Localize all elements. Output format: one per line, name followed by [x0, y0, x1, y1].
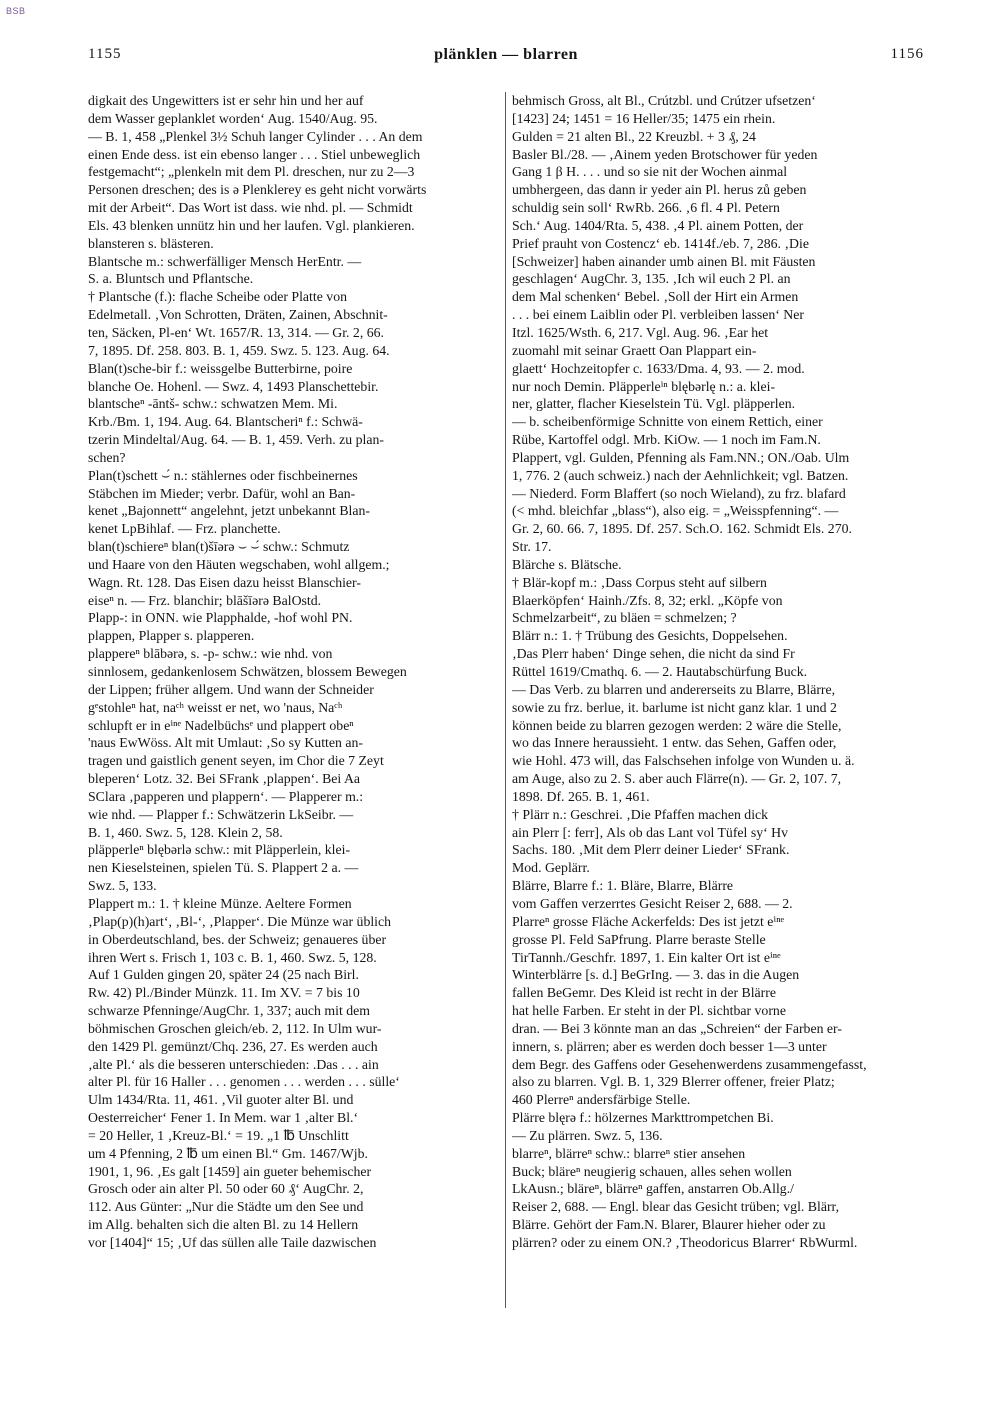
page-number-left: 1155 [88, 46, 122, 62]
entry-paragraph: Blärche s. Blätsche. [512, 556, 622, 572]
entry-paragraph: blantscheⁿ -āntš- schw.: schwatzen Mem. Mi. Krb./Bm. 1, 194. Aug. 64. Blantscheriⁿ f.: Schwä- tzerin Mindeltal/Aug. 64. — B. 1, 459. Verh. zu plan- schen? [88, 396, 384, 465]
entry-paragraph: behmisch Gross, alt Bl., Crútzbl. und Crútzer ufsetzen‘ [1423] 24; 1451 = 16 Heller/35; 1475 ein rhein. Gulden = 21 alten Bl., 22 Kreuzbl. + 3 ₰, 24 Basler Bl./28. — ‚Ainem yeden Brotschower für yeden Gang 1 β H. . . . und so sie nit der Wochen ainmal umbhergeen, das dann ir yeder ain Pl. herus zů geben schuldig sein soll‘ RwRb. 266. ‚6 fl. 4 Pl. Petern Sch.‘ Aug. 1404/Rta. 5, 438. ‚4 Pl. ainem Potten, der Prief prauht von Costencz‘ eb. 1414f./eb. 7, 286. ‚Die [Schweizer] haben ainander umb ainen Bl. mit Fäusten geschlagen‘ AugChr. 3, 135. ‚Ich wil euch 2 Pl. an dem Mal schenken‘ Bebel. ‚Soll der Hirt ein Armen . . . bei einem Laiblin oder Pl. verbleiben lassen‘ Ner Itzl. 1625/Wsth. 6, 217. Vgl. Aug. 96. ‚Ear het zuomahl mit seinar Graett Oan Plappart ein- glaett‘ Hochzeitopfer c. 1633/Dma. 4, 93. — 2. mod. nur noch Demin. Pläpperleⁱⁿ blębərlę n.: a. klei- ner, glatter, flacher Kieselstein Tü. Vgl. pläpperlen. — b. scheibenförmige Schnitte von einem Rettich, einer Rübe, Kartoffel odgl. Mrb. KiOw. — 1 noch im Fam.N. Plappert, vgl. Gulden, Pfenning als Fam.NN.; ON./Oab. Ulm 1, 776. 2 (auch schweiz.) nach der Aehnlichkeit; vgl. Batzen. — Niederd. Form Blaffert (so noch Wieland), zu frz. blafard (< mhd. bleichfar „blass“), also eig. = „Weisspfenning“. — Gr. 2, 60. 66. 7, 1895. Df. 257. Sch.O. 162. Schmidt Els. 270. Str. 17. [512, 93, 852, 555]
running-headwords: plänklen — blarren [434, 46, 578, 63]
entry-paragraph: Blan(t)sche-bir f.: weissgelbe Butterbirne, poire blanche Oe. Hohenl. — Swz. 4, 1493 Planschettebir. [88, 360, 379, 394]
right-column [512, 92, 923, 1310]
entry-paragraph: Plärre blęrə f.: hölzernes Markttrompetchen Bi. — Zu plärren. Swz. 5, 136. [512, 1110, 774, 1143]
left-column [88, 92, 498, 1310]
entry-paragraph: digkait des Ungewitters ist er sehr hin und her auf dem Wasser geplanklet worden‘ Aug. 1540/Aug. 95. — B. 1, 458 „Plenkel 3½ Schuh langer Cylinder . . . An dem einen Ende dess. ist ein ebenso langer . . . Stiel unbeweglich festgemacht“; „plenkeln mit dem Pl. dreschen, nur zu 2—3 Personen dreschen; des is ə Plenklerey es geht nicht vorwärts mit der Arbeit“. Das Wort ist dass. wie nhd. pl. — Schmidt Els. 43 blenken unnütz hin und her laufen. Vgl. plankieren. [88, 93, 427, 233]
entry-paragraph: † Plärr n.: Geschrei. ‚Die Pfaffen machen dick ain Plerr [: ferr]‚ Als ob das Lant vol Tüfel sy‘ Hv Sachs. 180. ‚Mit dem Plerr deiner Lieder‘ SFrank. Mod. Geplärr. [512, 806, 790, 876]
entry-paragraph: pläpperleⁿ blębərlə schw.: mit Pläpperlein, klei- nen Kieselsteinen, spielen Tü. S. Plappert 2 a. — Swz. 5, 133. [88, 842, 359, 894]
entry-paragraph: Blärre, Blarre f.: 1. Bläre, Blarre, Blärre vom Gaffen verzerrtes Gesicht Reiser 2, 688. — 2. Plarreⁿ grosse Fläche Ackerfelds: Des ist jetzt eⁱⁿᵉ grosse Pl. Feld SaPfrung. Plarre beraste Stelle TirTannh./Geschfr. 1897, 1. Ein kalter Ort ist eⁱⁿᵉ Winterblärre [s. d.] BeGrIng. — 3. das in die Augen fallen BeGemr. Des Kleid ist recht in der Blärre hat helle Farben. Er steht in der Pl. sichtbar vorne dran. — Bei 3 könnte man an das „Schreien“ der Farben er- innern, s. plärren; aber es werden doch besser 1—3 unter dem Begr. des Gaffens oder Gesehenwerdens zusammengefasst, also zu blarren. Vgl. B. 1, 329 Blerrer offener, freier Platz; 460 Plerreⁿ andersfärbige Stelle. [512, 878, 867, 1108]
entry-paragraph: Plapp-: in ONN. wie Plapphalde, -hof wohl PN. plappen, Plapper s. plapperen. [88, 610, 353, 644]
entry-paragraph: Plan(t)schett ⌣́ n.: stählernes oder fischbeinernes Stäbchen im Mieder; verbr. Dafür, wohl an Ban- kenet „Bajonnett“ angelehnt, jetzt unbekannt Blan- kenet LpBihlaf. — Frz. planchette. [88, 467, 370, 537]
page-header [88, 46, 924, 74]
entry-paragraph: † Plantsche (f.): flache Scheibe oder Platte von Edelmetall. ‚Von Schrotten, Dräten, Zainen, Abschnit- ten, Säcken, Pl-en‘ Wt. 1657/R. 13, 314. — Gr. 2, 66. 7, 1895. Df. 258. 803. B. 1, 459. Swz. 5. 123. Aug. 64. [88, 289, 390, 358]
entry-paragraph: Blärr n.: 1. † Trübung des Gesichts, Doppelsehen. ‚Das Plerr haben‘ Dinge sehen, die nicht da sind Fr Rüttel 1619/Cmathq. 6. — 2. Hautabschürfung Buck. — Das Verb. zu blarren und andererseits zu Blarre, Blärre, sowie zu frz. berlue, it. barlume ist nicht ganz klar. 1 und 2 können beide zu blarren gezogen werden: 2 wäre die Stelle, wo das Innere heraussieht. 1 entw. das Sehen, Gaffen oder, wie Hohl. 473 will, das Falschsehen infolge von Wunden u. ä. am Auge, also zu 2. S. aber auch Flärre(n). — Gr. 2, 107. 7, 1898. Df. 265. B. 1, 461. [512, 628, 855, 804]
entry-paragraph: blansteren s. blästeren. [88, 235, 214, 251]
library-corner-mark: BSB [6, 6, 26, 16]
entry-paragraph: plappereⁿ blābərə, s. -p- schw.: wie nhd. von sinnlosem, gedankenlosem Schwätzen, blossem Bewegen der Lippen; früher allgem. Und wann der Schneider gᵉstohleⁿ hat, naᶜʰ weisst er net, wo 'naus, Naᶜʰ schlupft er in eⁱⁿᵉ Nadelbüchsᵉ und plappert obeⁿ 'naus EwWöss. Alt mit Umlaut: ‚So sy Kutten an- tragen und gaistlich genent seyen, im Chor die 7 Zeyt bleperen‘ Lotz. 32. Bei SFrank ‚plappen‘. Bei Aa SClara ‚papperen und plappern‘. — Plapperer m.: wie nhd. — Plapper f.: Schwätzerin LkSeibr. — B. 1, 460. Swz. 5, 128. Klein 2, 58. [88, 646, 407, 840]
entry-paragraph: blan(t)schiereⁿ blan(t)šīərə ⌣ ⌣́ schw.: Schmutz und Haare von den Häuten wegschaben, wohl allgem.; Wagn. Rt. 128. Das Eisen dazu heisst Blanschier- eiseⁿ n. — Frz. blanchir; blāšīərə BalOstd. [88, 539, 390, 608]
entry-paragraph: Blantsche m.: schwerfälliger Mensch HerEntr. — S. a. Bluntsch und Pflantsche. [88, 253, 362, 287]
column-divider [505, 92, 506, 1308]
page-number-right: 1156 [890, 46, 924, 62]
entry-paragraph: blarreⁿ, blärreⁿ schw.: blarreⁿ stier ansehen Buck; bläreⁿ neugierig schauen, alles sehen wollen LkAusn.; bläreⁿ, blärreⁿ gaffen, anstarren Ob.Allg./ Reiser 2, 688. — Engl. blear das Gesicht trüben; vgl. Blärr, Blärre. Gehört der Fam.N. Blarer, Blaurer hieher oder zu plärren? oder zu einem ON.? ‚Theodoricus Blarrer‘ RbWurml. [512, 1145, 858, 1250]
entry-paragraph: † Blär-kopf m.: ‚Dass Corpus steht auf silbern Blaerköpfen‘ Hainh./Zfs. 8, 32; erkl. „Köpfe von Schmelzarbeit“, zu bläen = schmelzen; ? [512, 574, 783, 626]
entry-paragraph: Plappert m.: 1. † kleine Münze. Aeltere Formen ‚Plap(p)(h)art‘, ‚Bl-‘, ‚Plapper‘. Die Münze war üblich in Oberdeutschland, bes. der Schweiz; genaueres über ihren Wert s. Frisch 1, 103 c. B. 1, 460. Swz. 5, 128. Auf 1 Gulden gingen 20, später 24 (25 nach Birl. Rw. 42) Pl./Binder Münzk. 11. Im XV. = 7 bis 10 schwarze Pfenninge/AugChr. 1, 337; auch mit dem böhmischen Groschen gleich/eb. 2, 112. In Ulm wur- den 1429 Pl. gemünzt/Chq. 236, 27. Es werden auch ‚alte Pl.‘ als die besseren unterschieden: .Das . . . ain alter Pl. für 16 Haller . . . genomen . . . werden . . . sülle‘ Ulm 1434/Rta. 11, 461. ‚Vil guoter alter Bl. und Oesterreicher‘ Fener 1. In Mem. war 1 ‚alter Bl.‘ = 20 Heller, 1 ‚Kreuz-Bl.‘ = 19. „1 ℔ Unschlitt um 4 Pfenning, 2 ℔ um einen Bl.“ Gm. 1467/Wjb. 1901, 1, 96. ‚Es galt [1459] ain gueter behemischer Grosch oder ain alter Pl. 50 oder 60 ₰‘ AugChr. 2, 112. Aus Günter: „Nur die Städte um den See und im Allg. behalten sich die alten Bl. zu 14 Hellern vor [1404]“ 15; ‚Uf das süllen alle Taile dazwischen [88, 895, 400, 1250]
